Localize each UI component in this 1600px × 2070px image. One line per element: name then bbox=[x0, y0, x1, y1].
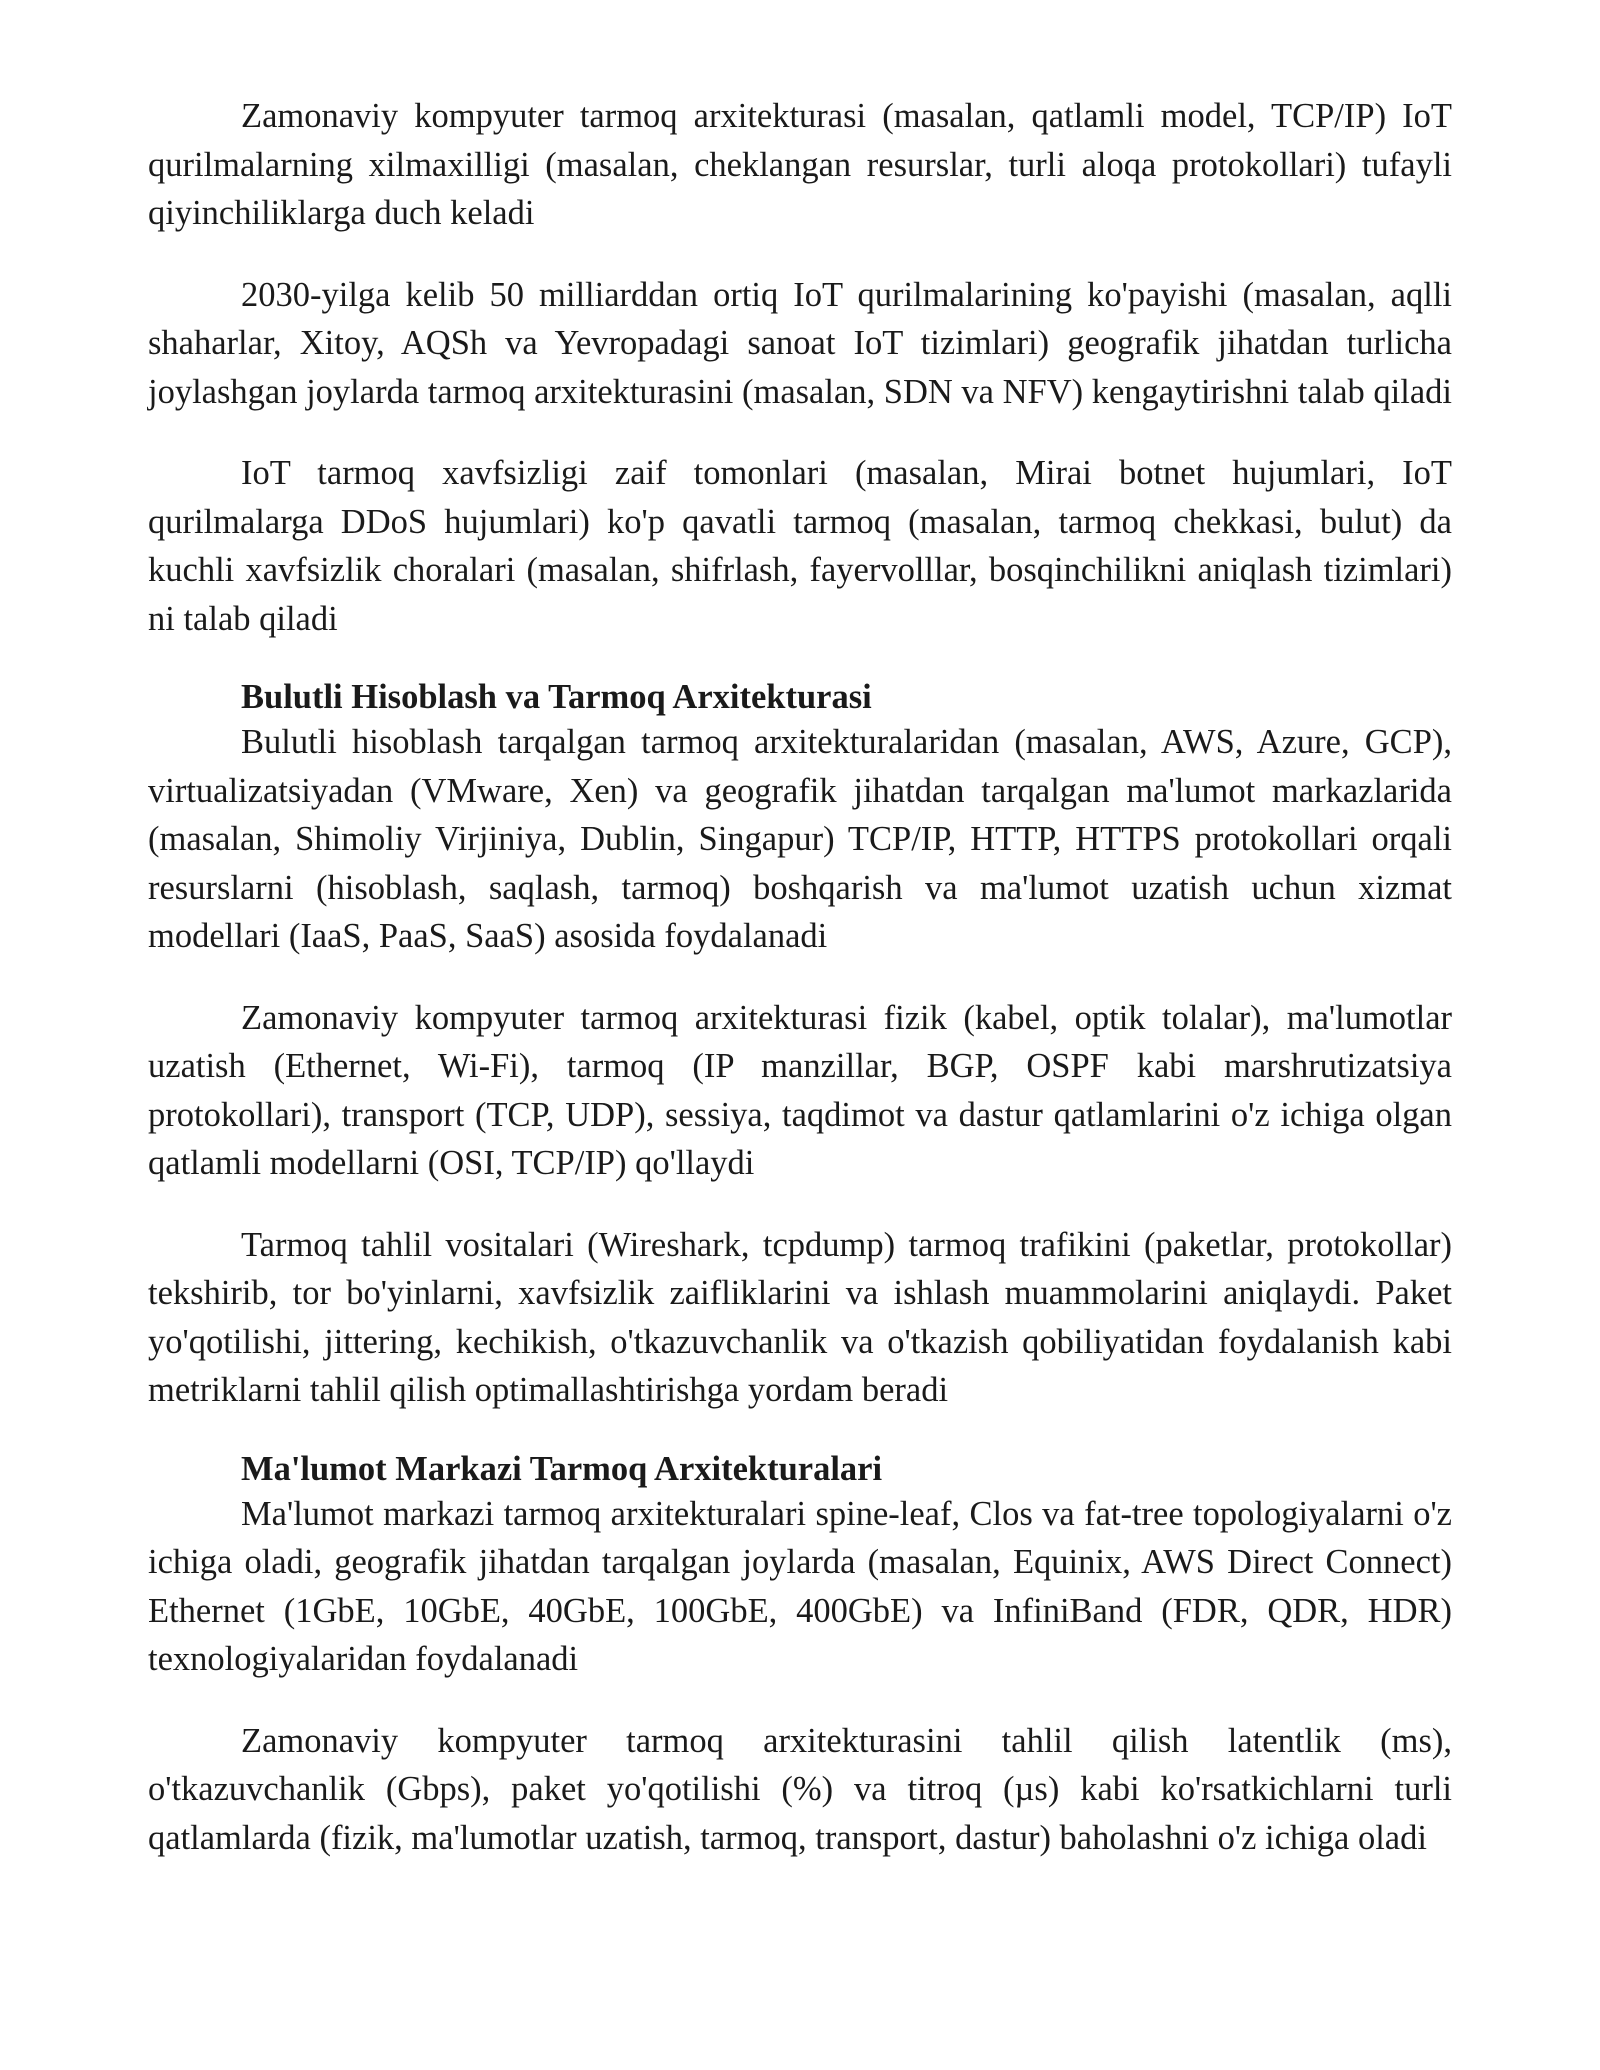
paragraph-datacenter-topologies: Ma'lumot markazi tarmoq arxitekturalari spine-leaf, Clos va fat-tree topologiyalarni o'z ichiga oladi, geografik jihatdan tarqalgan joylarda (masalan, Equinix, AWS Direct Connect) Ethernet (1GbE, 10GbE, 40GbE, 100GbE, 400GbE) va InfiniBand (FDR, QDR, HDR) texnologiyalaridan foydalanadi bbox=[148, 1494, 1452, 1678]
paragraph-iot-architecture-challenges: Zamonaviy kompyuter tarmoq arxitekturasi (masalan, qatlamli model, TCP/IP) IoT qurilmalarning xilmaxilligi (masalan, cheklangan resurslar, turli aloqa protokollari) tufayli qiyinchiliklarga duch keladi bbox=[148, 97, 1452, 232]
section-heading-datacenter: Ma'lumot Markazi Tarmoq Arxitekturalari bbox=[241, 1449, 883, 1488]
section-heading-cloud: Bulutli Hisoblash va Tarmoq Arxitekturasi bbox=[241, 678, 872, 716]
paragraph-layered-models: Zamonaviy kompyuter tarmoq arxitekturasi fizik (kabel, optik tolalar), ma'lumotlar uzatish (Ethernet, Wi-Fi), tarmoq (IP manzillar, BGP, OSPF kabi marshrutizatsiya protokollari), transport (TCP, UDP), sessiya, taqdimot va dastur qatlamlarini o'z ichiga olgan qatlamli modellarni (OSI, TCP/IP) qo'llaydi bbox=[148, 998, 1452, 1182]
paragraph-network-analysis-tools: Tarmoq tahlil vositalari (Wireshark, tcpdump) tarmoq trafikini (paketlar, protokollar) tekshirib, tor bo'yinlarni, xavfsizlik zaifliklarini va ishlash muammolarini aniqlaydi. Paket yo'qotilishi, jittering, kechikish, o'tkazuvchanlik va o'tkazish qobiliyatidan foydalanish kabi metriklarni tahlil qilish optimallashtirishga yordam beradi bbox=[148, 1225, 1452, 1409]
paragraph-iot-growth-2030: 2030-yilga kelib 50 milliarddan ortiq IoT qurilmalarining ko'payishi (masalan, aqlli shaharlar, Xitoy, AQSh va Yevropadagi sanoat IoT tizimlari) geografik jihatdan turlicha joylashgan joylarda tarmoq arxitekturasini (masalan, SDN va NFV) kengaytirishni talab qiladi bbox=[148, 275, 1452, 411]
document-page bbox=[148, 92, 1452, 1862]
paragraph-iot-security: IoT tarmoq xavfsizligi zaif tomonlari (masalan, Mirai botnet hujumlari, IoT qurilmalarga DDoS hujumlari) ko'p qavatli tarmoq (masalan, tarmoq chekkasi, bulut) da kuchli xavfsizlik choralari (masalan, shifrlash, fayervolllar, bosqinchilikni aniqlash tizimlari) ni talab qiladi bbox=[148, 454, 1452, 638]
paragraph-performance-metrics: Zamonaviy kompyuter tarmoq arxitekturasini tahlil qilish latentlik (ms), o'tkazuvchanlik (Gbps), paket yo'qotilishi (%) va titroq (µs) kabi ko'rsatkichlarni turli qatlamlarda (fizik, ma'lumotlar uzatish, tarmoq, transport, dastur) baholashni o'z ichiga oladi bbox=[148, 1721, 1452, 1857]
paragraph-cloud-computing: Bulutli hisoblash tarqalgan tarmoq arxitekturalaridan (masalan, AWS, Azure, GCP), virtualizatsiyadan (VMware, Xen) va geografik jihatdan tarqalgan ma'lumot markazlarida (masalan, Shimoliy Virjiniya, Dublin, Singapur) TCP/IP, HTTP, HTTPS protokollari orqali resurslarni (hisoblash, saqlash, tarmoq) boshqarish va ma'lumot uzatish uchun xizmat modellari (IaaS, PaaS, SaaS) asosida foydalanadi bbox=[148, 723, 1452, 955]
